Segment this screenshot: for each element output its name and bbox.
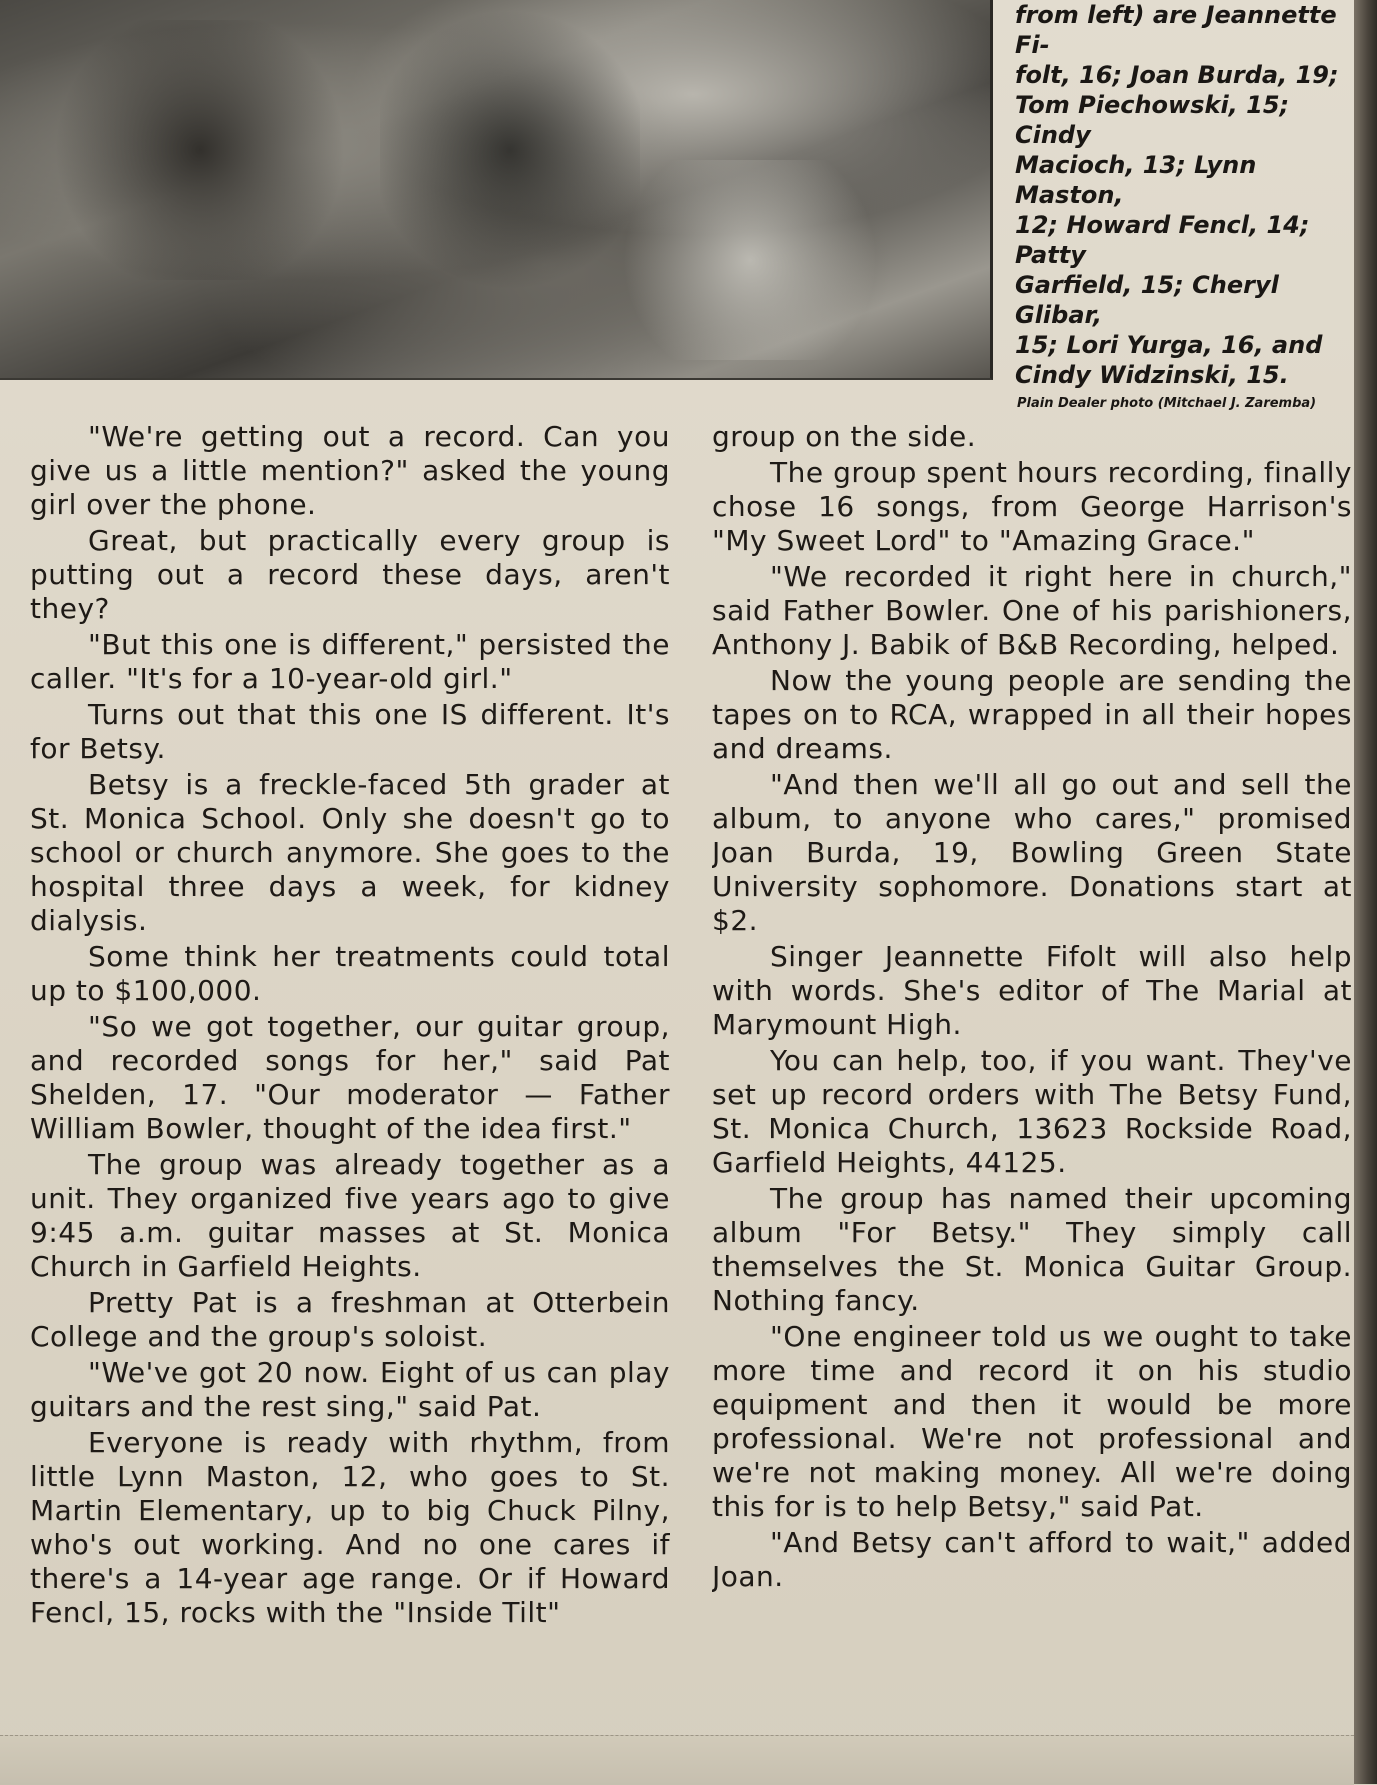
article-column-left [30, 420, 670, 1720]
article-paragraph: "And Betsy can't afford to wait," added Joan. [712, 1526, 1352, 1593]
article-paragraph: You can help, too, if you want. They've set up record orders with The Betsy Fund, St. Monica Church, 13623 Rockside Road, Garfield Heights, 44125. [712, 1044, 1352, 1179]
caption-line: Cindy Widzinski, 15. [1015, 361, 1289, 389]
article-paragraph: "And then we'll all go out and sell the album, to anyone who cares," promised Joan Burda, 19, Bowling Green State University sophomore. Donations start at $2. [712, 768, 1352, 937]
photo-caption [1015, 0, 1360, 411]
article-paragraph: Turns out that this one IS different. It's for Betsy. [30, 698, 670, 765]
article-paragraph: Great, but practically every group is putting out a record these days, aren't they? [30, 524, 670, 625]
article-paragraph: The group was already together as a unit. They organized five years ago to give 9:45 a.m. guitar masses at St. Monica Church in Garfield Heights. [30, 1148, 670, 1283]
article-paragraph: "We're getting out a record. Can you give us a little mention?" asked the young girl over the phone. [30, 420, 670, 521]
article-paragraph: "So we got together, our guitar group, and recorded songs for her," said Pat Shelden, 17. "Our moderator — Father William Bowler, thought of the idea first." [30, 1010, 670, 1145]
article-paragraph: Betsy is a freckle-faced 5th grader at St. Monica School. Only she doesn't go to school or church anymore. She goes to the hospital three days a week, for kidney dialysis. [30, 768, 670, 937]
caption-line: 12; Howard Fencl, 14; Patty [1015, 211, 1310, 269]
article-paragraph: Everyone is ready with rhythm, from little Lynn Maston, 12, who goes to St. Martin Elementary, up to big Chuck Pilny, who's out working. And no one cares if there's a 14-year age range. Or if Howard Fencl, 15, rocks with the "Inside Tilt" [30, 1426, 670, 1629]
caption-line: Tom Piechowski, 15; Cindy [1015, 91, 1290, 149]
article-paragraph: Singer Jeannette Fifolt will also help with words. She's editor of The Marial at Marymount High. [712, 940, 1352, 1041]
photo-shadow-left [40, 20, 360, 280]
article-paragraph: "One engineer told us we ought to take more time and record it on his studio equipment and then it would be more professional. We're not professional and we're not making money. All we're doing this for is to help Betsy," said Pat. [712, 1320, 1352, 1523]
caption-line: 15; Lori Yurga, 16, and [1015, 331, 1323, 359]
article-paragraph: The group spent hours recording, finally chose 16 songs, from George Harrison's "My Sweet Lord" to "Amazing Grace." [712, 456, 1352, 557]
photo-credit: Plain Dealer photo (Mitchael J. Zaremba) [1017, 396, 1317, 411]
photo-highlight-right [600, 160, 900, 360]
article-column-right [712, 420, 1352, 1720]
caption-line: folt, 16; Joan Burda, 19; [1015, 61, 1339, 89]
article-paragraph: The group has named their upcoming album "For Betsy." They simply call themselves the St. Monica Guitar Group. Nothing fancy. [712, 1182, 1352, 1317]
caption-line: Garfield, 15; Cheryl Glibar, [1015, 271, 1279, 329]
article-paragraph: "We recorded it right here in church," said Father Bowler. One of his parishioners, Anthony J. Babik of B&B Recording, helped. [712, 560, 1352, 661]
article-paragraph: Some think her treatments could total up to $100,000. [30, 940, 670, 1007]
article-paragraph: Pretty Pat is a freshman at Otterbein College and the group's soloist. [30, 1286, 670, 1353]
group-photo [0, 0, 993, 380]
caption-line: Macioch, 13; Lynn Maston, [1015, 151, 1257, 209]
paper-bottom-edge [0, 1735, 1354, 1785]
page-fold-edge [1354, 0, 1377, 1784]
article-paragraph-continued: group on the side. [712, 420, 977, 453]
article-paragraph: Now the young people are sending the tapes on to RCA, wrapped in all their hopes and dreams. [712, 664, 1352, 765]
article-paragraph: "But this one is different," persisted the caller. "It's for a 10-year-old girl." [30, 628, 670, 695]
caption-line: from left) are Jeannette Fi- [1015, 1, 1337, 59]
article-paragraph: "We've got 20 now. Eight of us can play guitars and the rest sing," said Pat. [30, 1356, 670, 1423]
